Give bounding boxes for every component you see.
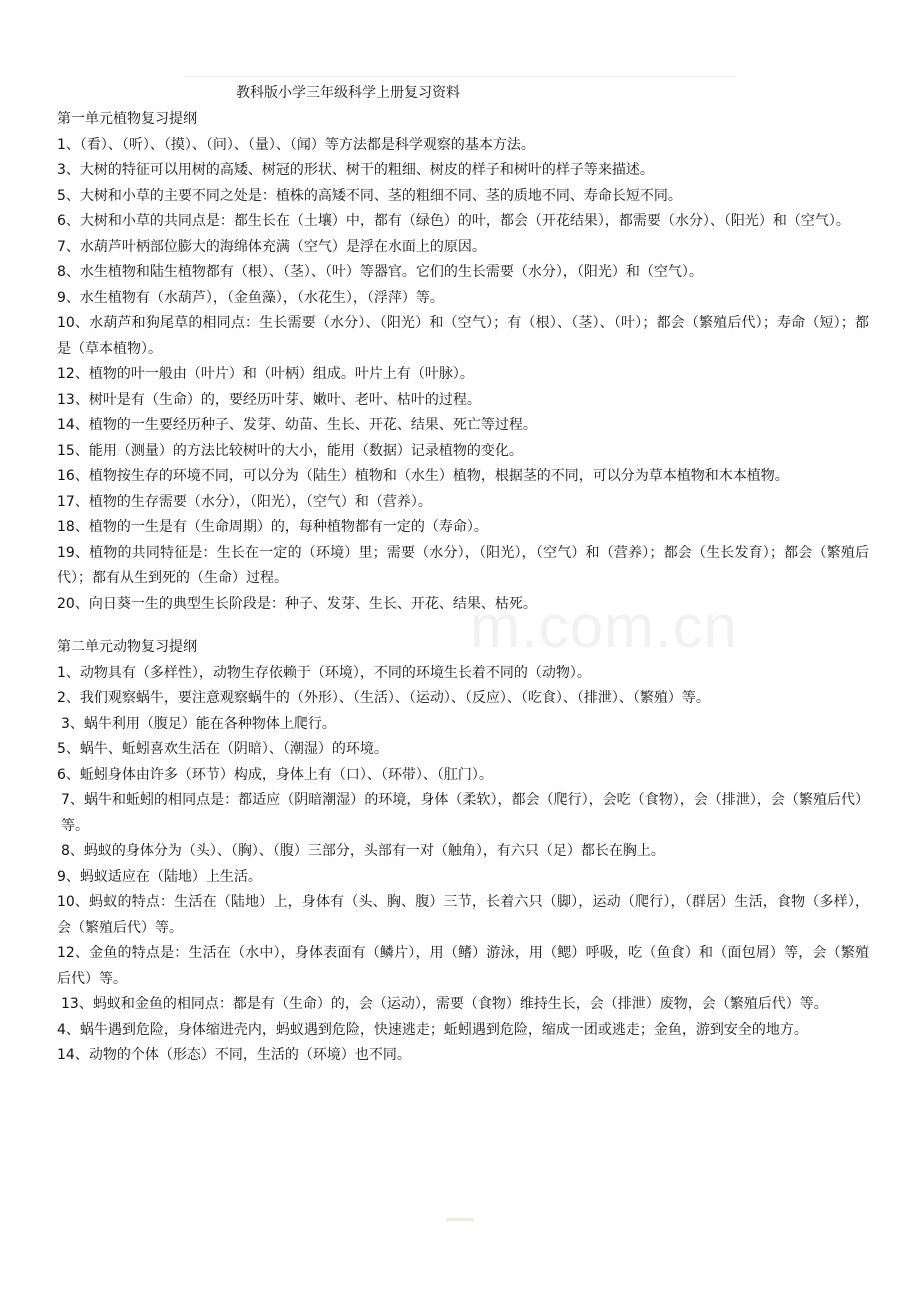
unit1-item: 13、树叶是有（生命）的，要经历叶芽、嫩叶、老叶、枯叶的过程。 [57, 391, 481, 408]
unit1-item: 6、大树和小草的共同点是：都生长在（土壤）中，都有（绿色）的叶，都会（开花结果），都需要（水分）、（阳光）和（空气）。 [57, 213, 850, 229]
header-rule [185, 76, 735, 77]
unit1-item: 17、植物的生存需要（水分），（阳光），（空气）和（营养）。 [57, 493, 432, 510]
unit1-item: 5、大树和小草的主要不同之处是：植株的高矮不同、茎的粗细不同、茎的质地不同、寿命长短不同。 [57, 187, 682, 204]
unit2-item: 12、金鱼的特点是：生活在（水中），身体表面有（鳞片），用（鳍）游泳，用（鳃）呼吸，吃（鱼食）和（面包屑）等，会（繁殖后代）等。 [57, 945, 869, 987]
unit1-item: 20、向日葵一生的典型生长阶段是：种子、发芽、生长、开花、结果、枯死。 [57, 595, 537, 612]
unit1-item: 8、水生植物和陆生植物都有（根）、（茎）、（叶）等器官。它们的生长需要（水分），（阳光）和（空气）。 [57, 264, 703, 280]
unit2-item: 13、蚂蚁和金鱼的相同点：都是有（生命）的，会（运动），需要（食物）维持生长，会（排泄）废物，会（繁殖后代）等。 [61, 996, 828, 1012]
unit2-item: 3、蜗牛利用（腹足）能在各种物体上爬行。 [61, 715, 336, 732]
unit2-heading: 第二单元动物复习提纲 [57, 639, 197, 655]
unit2-item: 14、动物的个体（形态）不同，生活的（环境）也不同。 [57, 1047, 411, 1063]
unit2-item: 9、蚂蚁适应在（陆地）上生活。 [57, 868, 262, 885]
unit2-item: 10、蚂蚁的特点：生活在（陆地）上，身体有（头、胸、腹）三节，长着六只（脚），运动（爬行），（群居）生活，食物（多样），会（繁殖后代）等。 [57, 894, 869, 936]
unit1-heading: 第一单元植物复习提纲 [57, 111, 197, 127]
unit1-item: 7、水葫芦叶柄部位膨大的海绵体充满（空气）是浮在水面上的原因。 [57, 238, 486, 255]
unit1-item: 10、水葫芦和狗尾草的相同点：生长需要（水分）、（阳光）和（空气）；有（根）、（茎）、（叶）；都会（繁殖后代）；寿命（短）；都是（草本植物）。 [57, 315, 869, 357]
unit1-item: 3、大树的特征可以用树的高矮、树冠的形状、树干的粗细、树皮的样子和树叶的样子等来描述。 [57, 162, 654, 178]
footer-mark [446, 1218, 474, 1221]
unit1-item: 15、能用（测量）的方法比较树叶的大小，能用（数据）记录植物的变化。 [57, 442, 523, 459]
unit2-item: 1、动物具有（多样性），动物生存依赖于（环境），不同的环境生长着不同的（动物）。 [57, 664, 591, 681]
unit2-item: 5、蜗牛、蚯蚓喜欢生活在（阴暗）、（潮湿）的环境。 [57, 741, 388, 757]
unit1-item: 19、植物的共同特征是：生长在一定的（环境）里；需要（水分），（阳光），（空气）和（营养）；都会（生长发育）；都会（繁殖后代）；都有从生到死的（生命）过程。 [57, 544, 869, 586]
document-title: 教科版小学三年级科学上册复习资料 [236, 85, 460, 101]
unit2-item: 4、蜗牛遇到危险，身体缩进壳内，蚂蚁遇到危险，快速逃走；蚯蚓遇到危险，缩成一团或逃走；金鱼，游到安全的地方。 [57, 1021, 808, 1038]
unit1-item: 14、植物的一生要经历种子、发芽、幼苗、生长、开花、结果、死亡等过程。 [57, 417, 537, 433]
unit2-item: 6、蚯蚓身体由许多（环节）构成，身体上有（口）、（环带）、（肛门）。 [57, 766, 493, 783]
unit1-item: 12、植物的叶一般由（叶片）和（叶柄）组成。叶片上有（叶脉）。 [57, 366, 474, 382]
unit1-item: 18、植物的一生是有（生命周期）的，每种植物都有一定的（寿命）。 [57, 519, 488, 535]
unit2-item: 8、蚂蚁的身体分为（头）、（胸）、（腹）三部分，头部有一对（触角），有六只（足）都长在胸上。 [61, 843, 665, 859]
unit2-item: 7、蜗牛和蚯蚓的相同点是：都适应（阴暗潮湿）的环境，身体（柔软），都会（爬行），会吃（食物），会（排泄），会（繁殖后代）等。 [61, 792, 869, 834]
unit1-item: 1、（看）、（听）、（摸）、（问）、（量）、（闻）等方法都是科学观察的基本方法。 [57, 136, 535, 153]
unit1-item: 9、水生植物有（水葫芦），（金鱼藻），（水花生），（浮萍）等。 [57, 289, 444, 306]
unit1-item: 16、植物按生存的环境不同，可以分为（陆生）植物和（水生）植物，根据茎的不同，可以分为草本植物和木本植物。 [57, 468, 789, 484]
document-body [57, 107, 869, 1069]
unit2-item: 2、我们观察蜗牛，要注意观察蜗牛的（外形）、（生活）、（运动）、（反应）、（吃食）、（排泄）、（繁殖）等。 [57, 690, 710, 706]
watermark: m.com.cn [470, 593, 739, 660]
